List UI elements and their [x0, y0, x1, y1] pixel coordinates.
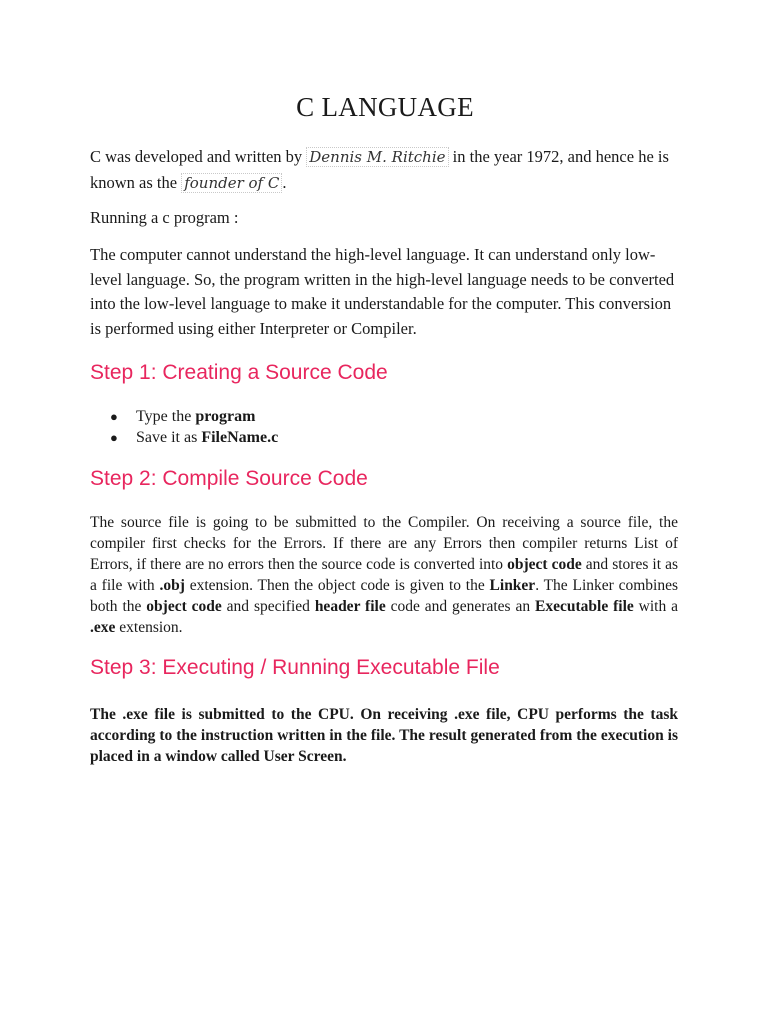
- intro-text-1: C was developed and written by: [90, 147, 307, 166]
- step1-list: [90, 406, 278, 448]
- list-item-bold: FileName.c: [201, 429, 279, 446]
- intro-text-2: in the year 1972, and hence he is known as the: [90, 147, 669, 192]
- header-file-term: header file: [314, 598, 386, 615]
- obj-extension-term: .obj: [159, 577, 185, 594]
- compile-text-4: . The Linker combines both the: [90, 577, 679, 615]
- compile-text-8: extension.: [115, 619, 183, 636]
- exe-extension-term: .exe: [90, 619, 116, 636]
- object-code-term-2: object code: [146, 598, 222, 615]
- bullet-icon: ●: [110, 409, 118, 424]
- step3-heading: Step 3: Executing / Running Executable File: [90, 656, 500, 679]
- founder-link[interactable]: founder of C: [181, 173, 282, 193]
- intro-text-3: .: [282, 173, 287, 192]
- executable-file-term: Executable file: [535, 598, 634, 615]
- list-item-bold: program: [195, 408, 256, 425]
- author-link[interactable]: Dennis M. Ritchie: [306, 147, 448, 167]
- list-item: [110, 427, 279, 448]
- running-heading: Running a c program :: [90, 208, 239, 227]
- step2-heading: Step 2: Compile Source Code: [90, 467, 368, 490]
- compile-text-2: and stores it as a file with: [90, 556, 678, 594]
- step1-heading: Step 1: Creating a Source Code: [90, 361, 388, 384]
- intro-paragraph: [90, 144, 680, 196]
- compile-paragraph: [90, 512, 678, 638]
- compile-text-3: extension. Then the object code is given to the: [184, 577, 490, 594]
- compiler-paragraph: [90, 243, 680, 341]
- list-item-prefix: Type the: [136, 408, 196, 425]
- linker-term: Linker: [489, 577, 536, 594]
- compiler-paragraph-end: .: [412, 318, 417, 338]
- compile-text-6: code and generates an: [385, 598, 536, 615]
- object-code-term: object code: [507, 556, 582, 573]
- compile-text-5: and specified: [221, 598, 315, 615]
- list-item-prefix: Save it as: [136, 429, 202, 446]
- compile-text-7: with a: [633, 598, 678, 615]
- compile-text-1: The source file is going to be submitted to the Compiler. On receiving a source file, the compiler first checks for the Errors. If there are any Errors then compiler returns List of Errors, if there are no errors then the source code is converted into: [90, 514, 678, 573]
- page-title: C LANGUAGE: [296, 92, 474, 122]
- compiler-paragraph-text: The computer cannot understand the high-level language. It can understand only low-level language. So, the program written in the high-level language needs to be converted into the low-level language to make it understandable for the computer. This conversion is performed using either Interpreter or Compiler: [90, 245, 675, 338]
- execute-paragraph: The .exe file is submitted to the CPU. On receiving .exe file, CPU performs the task according to the instruction written in the file. The result generated from the execution is placed in a window called User Screen.: [90, 706, 678, 765]
- bullet-icon: ●: [110, 430, 118, 445]
- list-item: [110, 406, 278, 427]
